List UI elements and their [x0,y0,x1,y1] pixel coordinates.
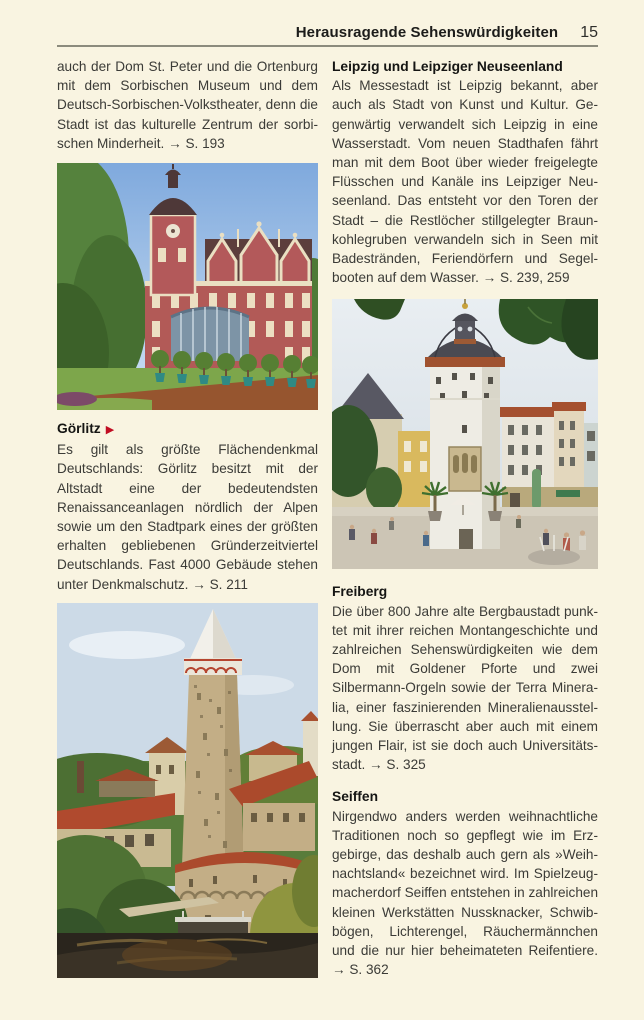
section-heading-leipzig: Leipzig und Leipziger Neuseenland [332,59,563,74]
chapter-title: Herausragende Sehenswürdigkeiten [295,24,559,41]
bautzen-photo-illustration [57,603,318,978]
goerlitz-heading-label: Görlitz [57,421,101,437]
castle-photo-illustration [57,163,318,410]
photo-bad-muskau-castle [57,163,318,410]
freiberg-paragraph: Die über 800 Jahre alte Bergbaustadt punktet mit ihrer reichen Montangeschichte und zahlreichen Sehenswürdigkeiten wie dem Dom mit Goldener Pforte und zwei Silbermann-Orgeln sowie der Terra Mineralia, einer faszinierenden Mineralienausstellung. Sie überrascht aber auch mit einem jungen Flair, ist sie doch auch Universitätsstadt. → S. 325 [332,603,598,773]
goerlitz-photo-illustration [332,299,598,569]
goerlitz-paragraph: Es gilt als größte Flächendenkmal Deutschlands: Görlitz besitzt mit der Altstadt eine der bedeutendsten Renaissanceanlagen nördlich der Alpen sowie um den Stadtpark eines der größten erhalten gebliebenen Gründerzeitviertel Deutschlands. Fast 4000 Gebäude stehen unter Denkmalschutz. → S. 211 [57,442,318,592]
seiffen-paragraph: Nirgendwo anders werden weihnachtliche Traditionen noch so gepflegt wie im Erzgebirge, das deshalb auch gern als »Weihnachtsland« bezeichnet wird. Im Spielzeugmacherdorf Seiffen entstehen in zahlreichen kleinen Werkstätten Nussknacker, Schwibbögen, Lichterengel, Räuchermännchen und die nur hier beheimateten Reifentiere. → S. 362 [332,808,598,978]
right-column [332,57,598,980]
photo-bautzen-water-tower [57,603,318,978]
section-heading-goerlitz [57,419,318,440]
leipzig-paragraph: Als Messestadt ist Leipzig bekannt, aber auch als Stadt von Kunst und Kultur. Gegenwärtig verwandelt sich Leipzig in eine Wasserstadt. Vom neuen Stadthafen fährt man mit dem Boot über wieder freigelegte Flüsschen und Kanäle ins Leipziger Neuseenland. Das entsteht vor den Toren der Stadt – die Restlöcher stillgelegter Braunkohlegruben verwandeln sich in Seen mit Badestränden, Feriendörfern und Segelbooten auf dem Wasser. → S. 239, 259 [332,78,598,286]
left-column [57,57,318,978]
section-heading-freiberg: Freiberg [332,584,388,600]
red-triangle-marker-icon: ▶ [105,424,115,437]
photo-goerlitz-dicker-turm [332,299,598,569]
intro-paragraph: auch der Dom St. Peter und die Ortenburg mit dem Sorbischen Museum und dem Deutsch-Sorbischen-Volkstheater, denn die Stadt ist das kulturelle Zentrum der sorbischen Minderheit. → S. 193 [57,59,318,151]
section-heading-seiffen: Seiffen [332,789,378,805]
page-number: 15 [580,24,598,41]
page-header [57,24,598,47]
